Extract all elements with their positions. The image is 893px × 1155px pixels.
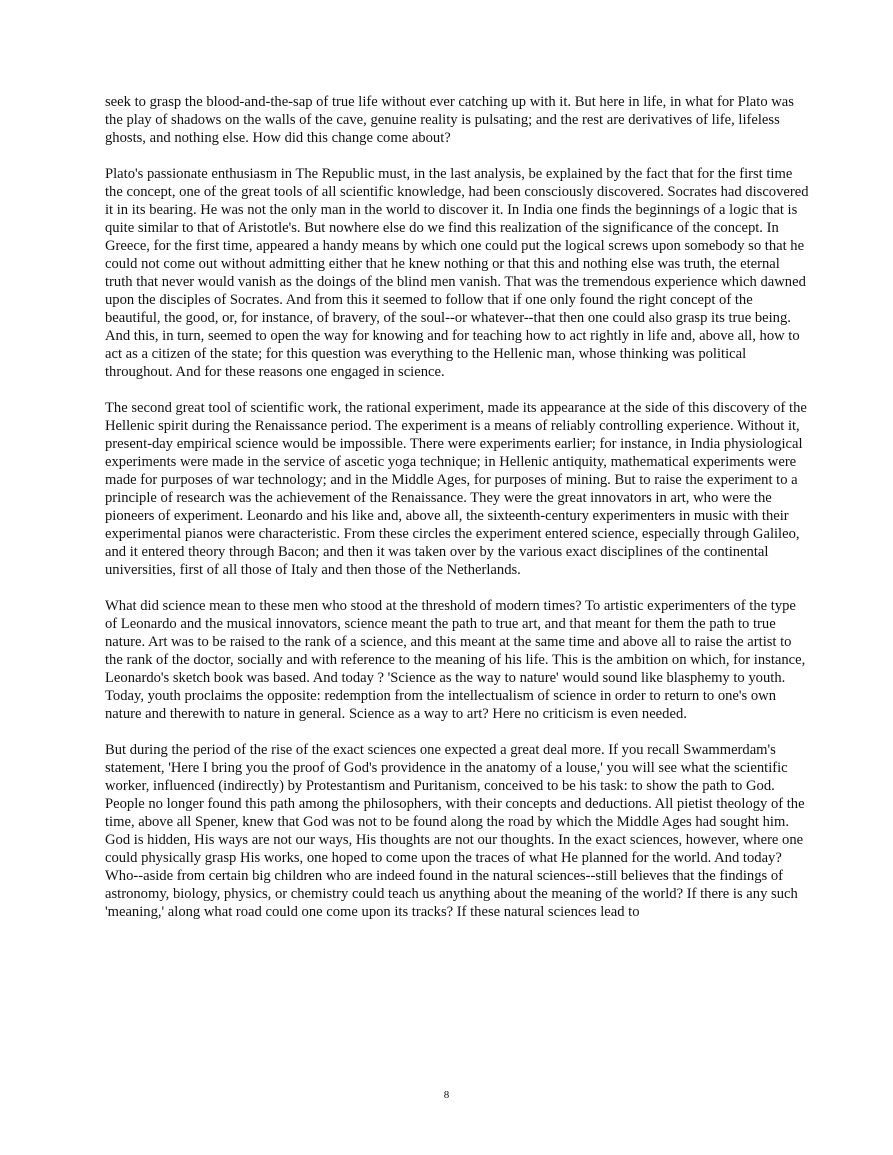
- paragraph: Plato's passionate enthusiasm in The Republic must, in the last analysis, be explained by the fact that for the first time the concept, one of the great tools of all scientific knowledge, had been consciously discovered. Socrates had discovered it in its bearing. He was not the only man in the world to discover it. In India one finds the beginnings of a logic that is quite similar to that of Aristotle's. But nowhere else do we find this realization of the significance of the concept. In Greece, for the first time, appeared a handy means by which one could put the logical screws upon somebody so that he could not come out without admitting either that he knew nothing or that this and nothing else was truth, the eternal truth that never would vanish as the doings of the blind men vanish. That was the tremendous experience which dawned upon the disciples of Socrates. And from this it seemed to follow that if one only found the right concept of the beautiful, the good, or, for instance, of bravery, of the soul--or whatever--that then one could also grasp its true being. And this, in turn, seemed to open the way for knowing and for teaching how to act rightly in life and, above all, how to act as a citizen of the state; for this question was everything to the Hellenic man, whose thinking was political throughout. And for these reasons one engaged in science.: [105, 166, 809, 380]
- paragraph: The second great tool of scientific work, the rational experiment, made its appearance at the side of this discovery of the Hellenic spirit during the Renaissance period. The experiment is a means of reliably controlling experience. Without it, present-day empirical science would be impossible. There were experiments earlier; for instance, in India physiological experiments were made in the service of ascetic yoga technique; in Hellenic antiquity, mathematical experiments were made for purposes of war technology; and in the Middle Ages, for purposes of mining. But to raise the experiment to a principle of research was the achievement of the Renaissance. They were the great innovators in art, who were the pioneers of experiment. Leonardo and his like and, above all, the sixteenth-century experimenters in music with their experimental pianos were characteristic. From these circles the experiment entered science, especially through Galileo, and it entered theory through Bacon; and then it was taken over by the various exact disciplines of the continental universities, first of all those of Italy and then those of the Netherlands.: [105, 400, 807, 578]
- document-body: [105, 93, 811, 939]
- page-number: 8: [443, 1089, 450, 1101]
- paragraph: But during the period of the rise of the exact sciences one expected a great deal more. If you recall Swammerdam's statement, 'Here I bring you the proof of God's providence in the anatomy of a louse,' you will see what the scientific worker, influenced (indirectly) by Protestantism and Puritanism, conceived to be his task: to show the path to God. People no longer found this path among the philosophers, with their concepts and deductions. All pietist theology of the time, above all Spener, knew that God was not to be found along the road by which the Middle Ages had sought him. God is hidden, His ways are not our ways, His thoughts are not our thoughts. In the exact sciences, however, where one could physically grasp His works, one hoped to come upon the traces of what He planned for the world. And today? Who--aside from certain big children who are indeed found in the natural sciences--still believes that the findings of astronomy, biology, physics, or chemistry could teach us anything about the meaning of the world? If there is any such 'meaning,' along what road could one come upon its tracks? If these natural sciences lead to: [105, 742, 805, 920]
- paragraph: What did science mean to these men who stood at the threshold of modern times? To artistic experimenters of the type of Leonardo and the musical innovators, science meant the path to true art, and that meant for them the path to true nature. Art was to be raised to the rank of a science, and this meant at the same time and above all to raise the artist to the rank of the doctor, socially and with reference to the meaning of his life. This is the ambition on which, for instance, Leonardo's sketch book was based. And today ? 'Science as the way to nature' would sound like blasphemy to youth. Today, youth proclaims the opposite: redemption from the intellectualism of science in order to return to one's own nature and therewith to nature in general. Science as a way to art? Here no criticism is even needed.: [105, 598, 806, 722]
- paragraph: seek to grasp the blood-and-the-sap of true life without ever catching up with it. But here in life, in what for Plato was the play of shadows on the walls of the cave, genuine reality is pulsating; and the rest are derivatives of life, lifeless ghosts, and nothing else. How did this change come about?: [105, 94, 794, 146]
